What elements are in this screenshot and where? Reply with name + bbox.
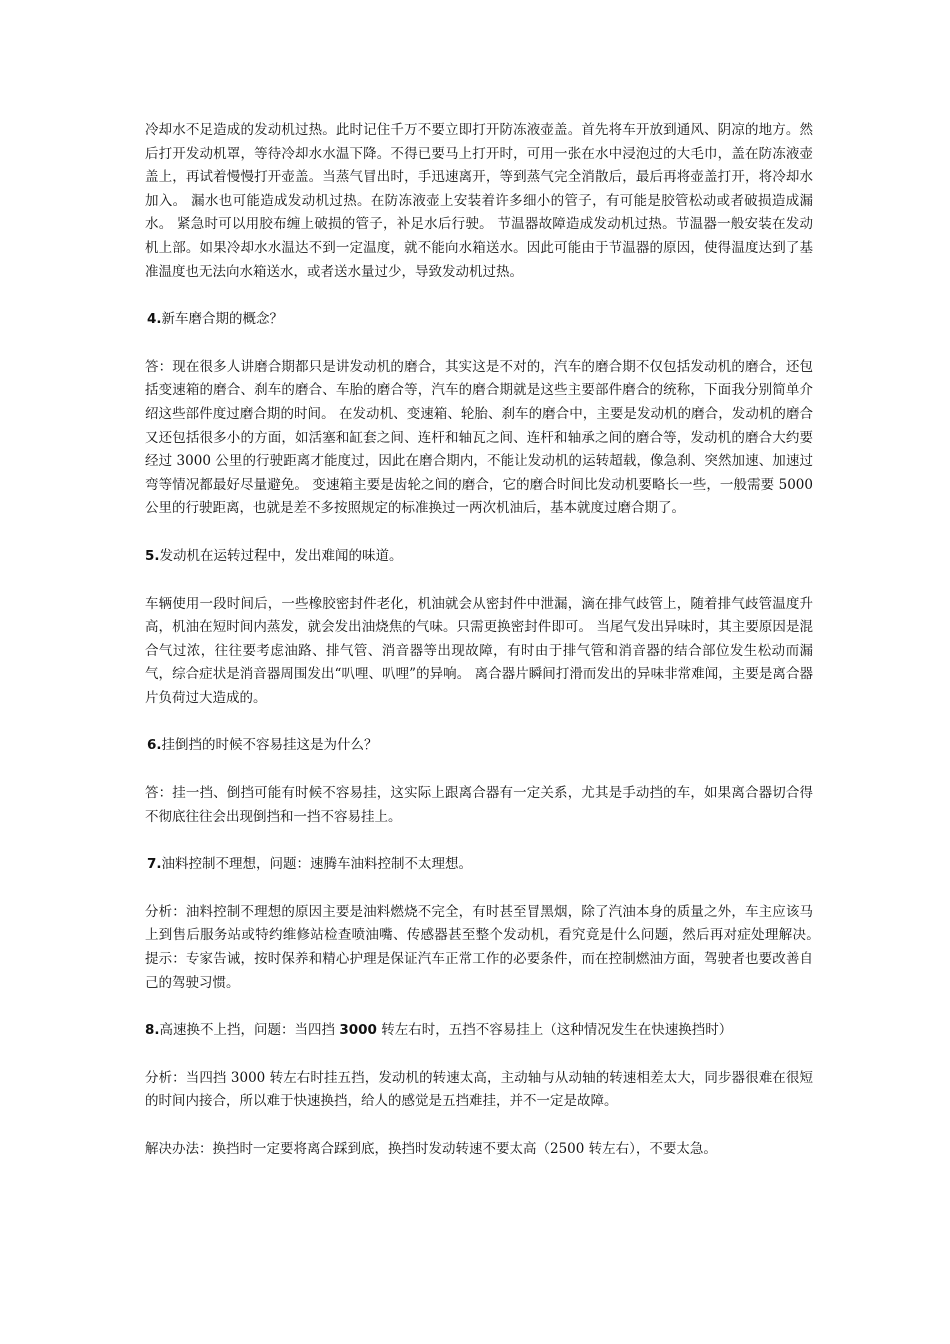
section-paragraph: 分析：当四挡 3000 转左右时挂五挡，发动机的转速太高，主动轴与从动轴的转速相差太大，同步器很难在很短的时间内接合，所以难于快速换挡，给人的感觉是五挡难挂，并不一定是故障。 (145, 1069, 813, 1110)
section-paragraph: 解决办法：换挡时一定要将离合踩到底，换挡时发动转速不要太高（2500 转左右），不要太急。 (145, 1141, 717, 1157)
section-title-number: 3000 (339, 1022, 377, 1039)
section-paragraph: 分析：油料控制不理想的原因主要是油料燃烧不完全，有时甚至冒黑烟，除了汽油本身的质量之外，车主应该马上到售后服务站或特约维修站检查喷油嘴、传感器甚至整个发动机，看究竟是什么问题，然后再对症处理解决。 提示：专家告诫，按时保养和精心护理是保证汽车正常工作的必要条件，而在控制燃油方面，驾驶者也要改善自己的驾驶习惯。 (145, 903, 854, 991)
section-title: 挂倒挡的时候不容易挂这是为什么？ (161, 737, 378, 754)
intro-paragraph: 冷却水不足造成的发动机过热。此时记住千万不要立即打开防冻液壶盖。首先将车开放到通风、阴凉的地方。然后打开发动机罩，等待冷却水水温下降。不得已要马上打开时，可用一张在水中浸泡过的大毛巾，盖在防冻液壶盖上，再试着慢慢打开壶盖。当蒸气冒出时，手迅速离开，等到蒸气完全消散后，最后再将壶盖打开，将冷却水加入。 漏水也可能造成发动机过热。在防冻液壶上安装着许多细小的管子，有可能是胶管松动或者破损造成漏水。 紧急时可以用胶布缠上破损的管子，补足水后行驶。 节温器故障造成发动机过热。节温器一般安装在发动机上部。如果冷却水水温达不到一定温度，就不能向水箱送水。因此可能由于节温器的原因，使得温度达到了基准温度也无法向水箱送水，或者送水量过少，导致发动机过热。 (145, 122, 813, 280)
section-title-part: 高速换不上挡，问题：当四挡 (159, 1022, 340, 1039)
section-title: 油料控制不理想，问题：速腾车油料控制不太理想。 (161, 856, 473, 873)
section-number: 7. (147, 856, 162, 873)
section-heading-4 (145, 308, 813, 332)
section-paragraph: 答：挂一挡、倒挡可能有时候不容易挂，这实际上跟离合器有一定关系，尤其是手动挡的车，如果离合器切合得不彻底往往会出现倒挡和一挡不容易挂上。 (145, 785, 813, 825)
section-paragraph: 答：现在很多人讲磨合期都只是讲发动机的磨合，其实这是不对的，汽车的磨合期不仅包括发动机的磨合，还包括变速箱的磨合、刹车的磨合、车胎的磨合等，汽车的磨合期就是这些主要部件磨合的统称，下面我分别简单介绍这些部件度过磨合期的时间。 在发动机、变速箱、轮胎、刹车的磨合中，主要是发动机的磨合，发动机的磨合又还包括很多小的方面，如活塞和缸套之间、连杆和轴瓦之间、连杆和轴承之间的磨合等，发动机的磨合大约要经过 3000 公里的行驶距离才能度过，因此在磨合期内，不能让发动机的运转超载，像急刹、突然加速、加速过弯等情况都最好尽量避免。 变速箱主要是齿轮之间的磨合，它的磨合时间比发动机要略长一些，一般需要 5000 公里的行驶距离，也就是差不多按照规定的标准换过一两次机油后，基本就度过磨合期了。 (145, 358, 813, 517)
section-title: 新车磨合期的概念？ (161, 311, 284, 328)
section-title: 发动机在运转过程中，发出难闻的味道。 (159, 547, 403, 564)
section-paragraph: 车辆使用一段时间后，一些橡胶密封件老化，机油就会从密封件中泄漏，滴在排气歧管上，随着排气歧管温度升高，机油在短时间内蒸发，就会发出油烧焦的气味。只需更换密封件即可。 当尾气发出异味时，其主要原因是混合气过浓，往往要考虑油路、排气管、消音器等出现故障，有时由于排气管和消音器的结合部位发生松动而漏气，综合症状是消音器周围发出“叭哩、叭哩”的异响。 离合器片瞬间打滑而发出的异味非常难闻，主要是离合器片负荷过大造成的。 (145, 595, 813, 706)
section-heading-7 (145, 853, 813, 877)
section-number: 8. (145, 1022, 160, 1039)
section-number: 5. (145, 547, 160, 564)
section-number: 6. (147, 737, 162, 754)
section-heading-6 (145, 734, 813, 758)
section-title-part: 转左右时，五挡不容易挂上（这种情况发生在快速换挡时） (376, 1022, 733, 1039)
section-heading-5 (145, 545, 813, 569)
section-heading-8 (145, 1019, 813, 1043)
document-body (145, 119, 854, 1186)
section-number: 4. (147, 311, 162, 328)
